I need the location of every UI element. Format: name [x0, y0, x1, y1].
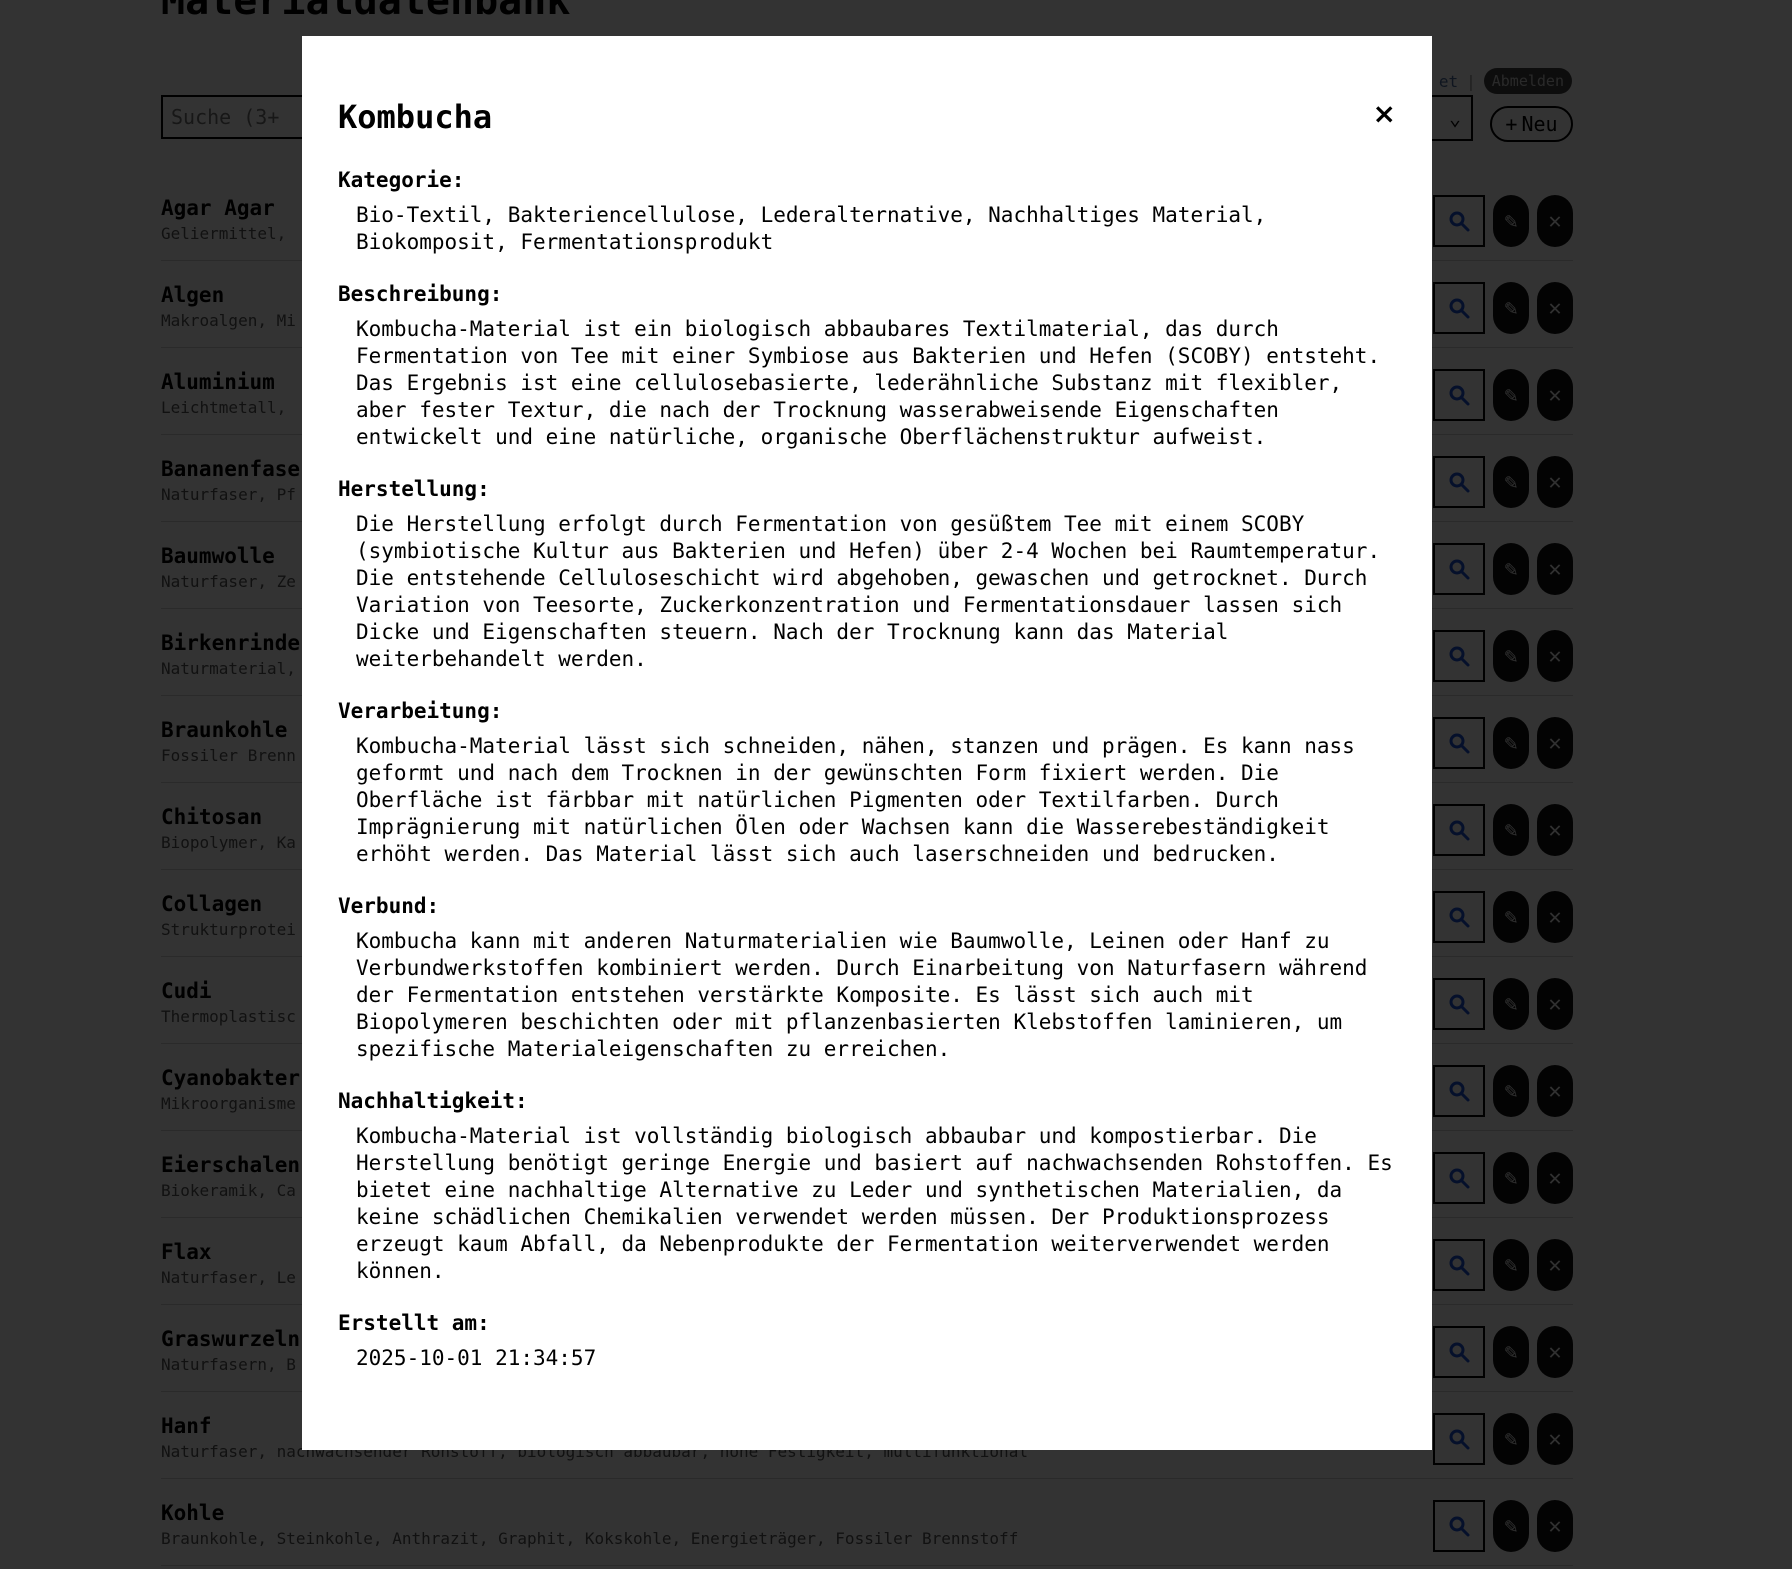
- close-icon[interactable]: ×: [1372, 97, 1396, 130]
- section-label: Kategorie:: [338, 168, 465, 193]
- section-text: 2025-10-01 21:34:57: [356, 1346, 597, 1371]
- modal-title: Kombucha: [338, 98, 493, 136]
- section-label: Herstellung:: [338, 477, 490, 502]
- section-text: Die Herstellung erfolgt durch Fermentation von gesüßtem Tee mit einem SCOBY (symbiotische Kultur aus Bakterien und Hefen) über 2-4 Wochen bei Raumtemperatur. Die entstehende Celluloseschicht wird abgehoben, gewaschen und getrocknet. Durch Variation von Teesorte, Zuckerkonzentration und Fermentationsdauer lassen sich Dicke und Eigenschaften steuern. Nach der Trocknung kann das Material weiterbehandelt werden.: [356, 512, 1381, 672]
- section-text: Kombucha-Material ist vollständig biologisch abbaubar und kompostierbar. Die Herstellung benötigt geringe Energie und basiert auf nachwachsenden Rohstoffen. Es bietet eine nachhaltige Alternative zu Leder und synthetischen Materialien, da keine schädlichen Chemikalien verwendet werden müssen. Der Produktionsprozess erzeugt kaum Abfall, da Nebenprodukte der Fermentation weiterverwendet werden können.: [356, 1124, 1393, 1284]
- section-label: Nachhaltigkeit:: [338, 1089, 528, 1114]
- section-label: Erstellt am:: [338, 1311, 490, 1336]
- modal-sections: [338, 168, 1396, 1372]
- section-text: Bio-Textil, Bakteriencellulose, Lederalternative, Nachhaltiges Material, Biokomposit, Fermentationsprodukt: [356, 203, 1267, 255]
- section-label: Beschreibung:: [338, 282, 503, 307]
- section-text: Kombucha kann mit anderen Naturmaterialien wie Baumwolle, Leinen oder Hanf zu Verbundwerkstoffen kombiniert werden. Durch Einarbeitung von Naturfasern während der Fermentation entstehen verstärkte Komposite. Es lässt sich auch mit Biopolymeren beschichten oder mit pflanzenbasierten Klebstoffen laminieren, um spezifische Materialeigenschaften zu erreichen.: [356, 929, 1368, 1062]
- section-text: Kombucha-Material ist ein biologisch abbaubares Textilmaterial, das durch Fermentation von Tee mit einer Symbiose aus Bakterien und Hefen (SCOBY) entsteht. Das Ergebnis ist eine cellulosebasierte, lederähnliche Substanz mit flexibler, aber fester Textur, die nach der Trocknung wasserabweisende Eigenschaften entwickelt und eine natürliche, organische Oberflächenstruktur aufweist.: [356, 317, 1381, 450]
- material-detail-modal: [302, 36, 1432, 1450]
- section-text: Kombucha-Material lässt sich schneiden, nähen, stanzen und prägen. Es kann nass geformt und nach dem Trocknen in der gewünschten Form fixiert werden. Die Oberfläche ist färbbar mit natürlichen Pigmenten oder Textilfarben. Durch Imprägnierung mit natürlichen Ölen oder Wachsen kann die Wasserebeständigkeit erhöht werden. Das Material lässt sich auch laserschneiden und bedrucken.: [356, 734, 1355, 867]
- section-label: Verarbeitung:: [338, 699, 503, 724]
- section-label: Verbund:: [338, 894, 440, 919]
